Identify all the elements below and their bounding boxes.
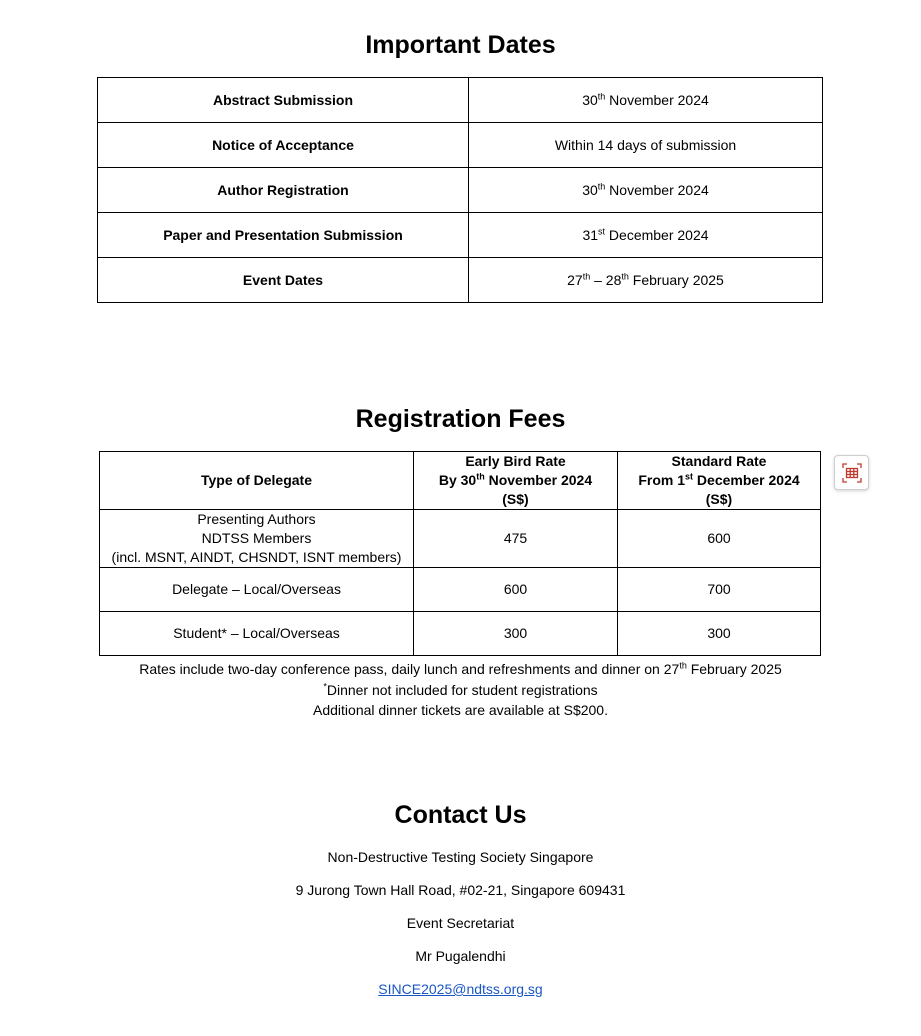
contact-organization: Non-Destructive Testing Society Singapore bbox=[327, 849, 594, 865]
table-row bbox=[98, 258, 823, 303]
registration-fees-table bbox=[99, 451, 821, 656]
table-row bbox=[98, 78, 823, 123]
important-dates-title: Important Dates bbox=[365, 31, 556, 59]
table-row bbox=[98, 123, 823, 168]
date-label: Notice of Acceptance bbox=[98, 123, 469, 168]
contact-role: Event Secretariat bbox=[406, 915, 515, 931]
fee-notes bbox=[0, 659, 921, 721]
delegate-type: Student* – Local/Overseas bbox=[100, 612, 414, 656]
table-row bbox=[100, 510, 821, 568]
table-row bbox=[98, 213, 823, 258]
delegate-type: Delegate – Local/Overseas bbox=[100, 568, 414, 612]
early-bird-fee: 600 bbox=[414, 568, 618, 612]
table-row bbox=[98, 168, 823, 213]
contact-us-title: Contact Us bbox=[394, 801, 527, 829]
early-bird-fee: 475 bbox=[414, 510, 618, 568]
table-select-button[interactable] bbox=[834, 455, 869, 490]
date-value: 31st December 2024 bbox=[469, 213, 823, 258]
header-type-of-delegate: Type of Delegate bbox=[100, 452, 414, 510]
date-value: 30th November 2024 bbox=[469, 78, 823, 123]
standard-fee: 600 bbox=[618, 510, 821, 568]
date-value: Within 14 days of submission bbox=[469, 123, 823, 168]
table-row bbox=[100, 612, 821, 656]
note-dinner-students: *Dinner not included for student registrations bbox=[323, 680, 598, 698]
date-label: Paper and Presentation Submission bbox=[98, 213, 469, 258]
contact-email-link[interactable]: SINCE2025@ndtss.org.sg bbox=[378, 981, 543, 997]
date-label: Abstract Submission bbox=[98, 78, 469, 123]
header-early-bird-rate: Early Bird Rate By 30th November 2024 (S$) bbox=[414, 452, 618, 510]
header-standard-rate: Standard Rate From 1st December 2024 (S$) bbox=[618, 452, 821, 510]
date-value: 27th – 28th February 2025 bbox=[469, 258, 823, 303]
date-label: Author Registration bbox=[98, 168, 469, 213]
table-row bbox=[100, 568, 821, 612]
note-additional-dinner: Additional dinner tickets are available at S$200. bbox=[313, 702, 608, 718]
contact-address: 9 Jurong Town Hall Road, #02-21, Singapore 609431 bbox=[295, 882, 626, 898]
contact-person: Mr Pugalendhi bbox=[415, 948, 506, 964]
note-rates-include: Rates include two-day conference pass, daily lunch and refreshments and dinner on 27th February 2025 bbox=[139, 660, 782, 677]
important-dates-table bbox=[97, 77, 823, 303]
contact-section bbox=[0, 847, 921, 1012]
registration-fees-title: Registration Fees bbox=[355, 405, 566, 433]
date-value: 30th November 2024 bbox=[469, 168, 823, 213]
date-label: Event Dates bbox=[98, 258, 469, 303]
early-bird-fee: 300 bbox=[414, 612, 618, 656]
standard-fee: 300 bbox=[618, 612, 821, 656]
standard-fee: 700 bbox=[618, 568, 821, 612]
table-header-row bbox=[100, 452, 821, 510]
table-select-icon bbox=[841, 462, 863, 484]
delegate-type: Presenting Authors NDTSS Members (incl. MSNT, AINDT, CHSNDT, ISNT members) bbox=[100, 510, 414, 568]
